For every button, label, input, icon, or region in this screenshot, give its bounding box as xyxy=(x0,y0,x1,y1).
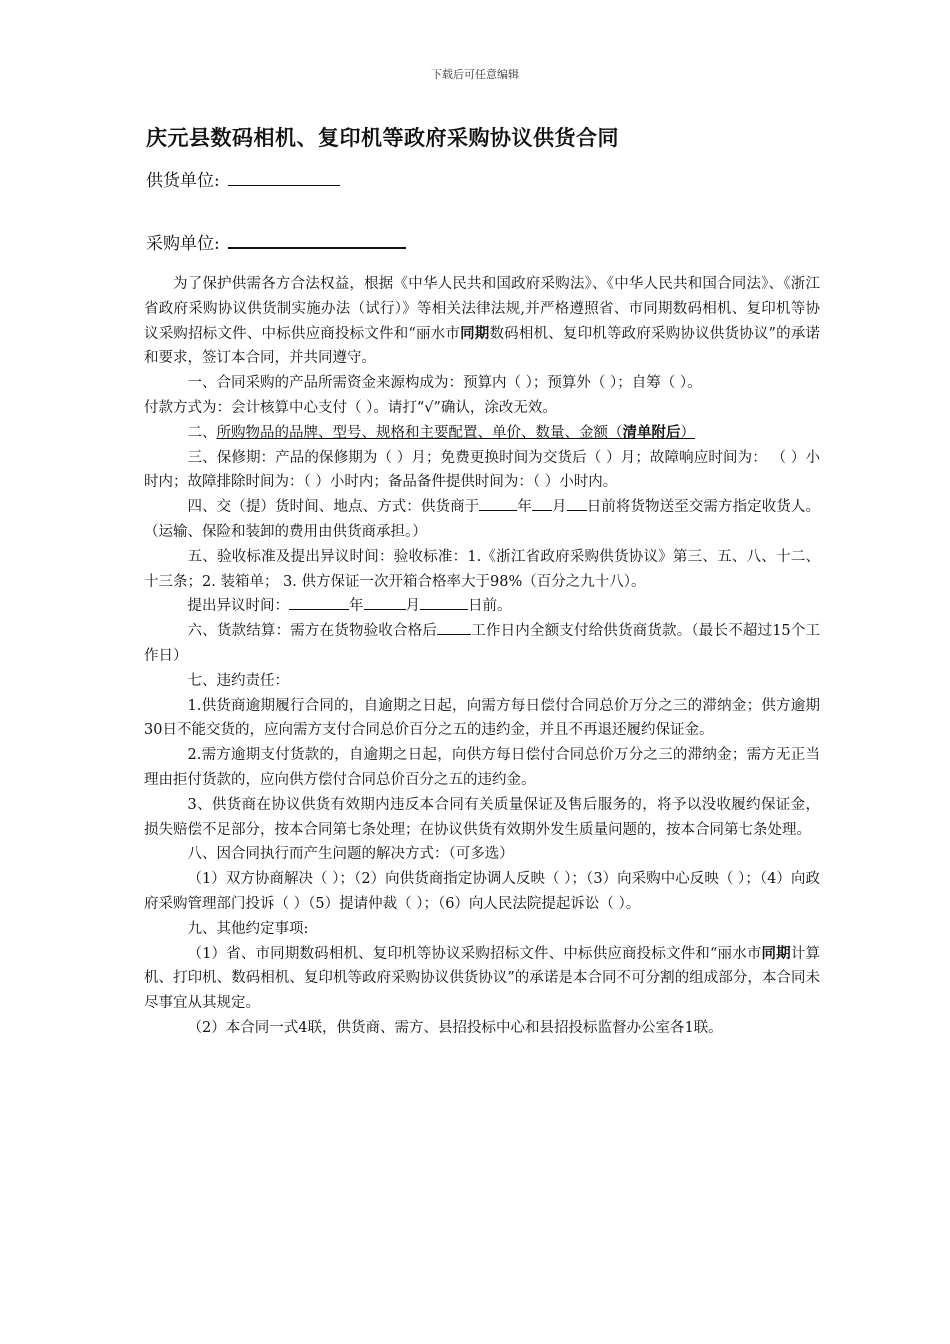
clause-4-a: 四、交（提）货时间、地点、方式：供货商于 xyxy=(187,499,480,516)
clause-2-end: ） xyxy=(680,424,695,441)
intro-text-b: 数码相机、复印机等政府采购协议供货协议”的承诺和要求，签订本合同，并共同遵守。 xyxy=(144,325,821,367)
clause-7-item-2: 2.需方逾期支付货款的，自逾期之日起，向供方每日偿付合同总价万分之三的滞纳金；需方无正当理由拒付货款的，应向供方偿付合同总价百分之五的违约金。 xyxy=(144,747,820,788)
clause-4-month: 月 xyxy=(551,499,567,516)
month-blank xyxy=(532,496,552,511)
supplier-field xyxy=(146,166,340,191)
objection-label: 提出异议时间： xyxy=(187,598,289,615)
clause-2-num: 二、 xyxy=(187,424,217,441)
clause-1: 一、合同采购的产品所需资金来源构成为：预算内（ ）；预算外（ ）；自筹（ ）。 xyxy=(187,375,702,392)
intro-paragraph xyxy=(144,272,820,371)
intro-text-a: 为了保护供需各方合法权益，根据《中华人民共和国政府采购法》、《中华人民共和国合同法》、《浙江省政府采购协议供货制实施办法（试行）》等相关法律法规,并严格遵照省、市同期数码相机、复印机等协议采购招标文件、中标供应商投标文件和“丽水市 xyxy=(144,276,820,342)
clause-9-heading: 九、其他约定事项: xyxy=(187,920,309,937)
contract-body xyxy=(144,272,820,1041)
clause-3: 三、保修期：产品的保修期为（ ）月；免费更换时间为交货后（ ）月；故障响应时间为： （ ）小时内；故障排除时间为：（ ）小时内；备品备件提供时间为：（ ）小时内。 xyxy=(144,449,820,491)
workday-blank xyxy=(437,620,471,635)
objection-day: 日前。 xyxy=(468,598,512,615)
objection-month: 月 xyxy=(405,598,420,615)
clause-4-d: 日前将货物送至交需方指定收货人。（运输、保险和装卸的费用由供货商承担。） xyxy=(144,499,821,540)
clause-9-item-2: （2）本合同一式4联，供货商、需方、县招投标中心和县招投标监督办公室各1联。 xyxy=(187,1019,723,1036)
objection-month-blank xyxy=(364,595,406,610)
year-blank xyxy=(479,496,517,511)
objection-day-blank xyxy=(420,595,468,610)
clause-6 xyxy=(144,619,820,669)
day-blank xyxy=(567,496,587,511)
clause-8-heading: 八、因合同执行而产生问题的解决方式：（可多选） xyxy=(187,846,514,863)
clause-7-item-3: 3、供货商在协议供货有效期内违反本合同有关质量保证及售后服务的，将予以没收履约保证金，损失赔偿不足部分，按本合同第七条处理；在协议供货有效期外发生质量问题的，按本合同第七条处理。 xyxy=(144,796,820,838)
buyer-field xyxy=(146,229,406,254)
clause-4 xyxy=(144,495,820,545)
clause-2-bold: 清单附后 xyxy=(622,423,681,441)
clause-9-item-1-a: （1）省、市同期数码相机、复印机等协议采购招标文件、中标供应商投标文件和“丽水市 xyxy=(187,945,762,962)
clause-5: 五、验收标准及提出异议时间：验收标准：1.《浙江省政府采购供货协议》第三、五、八、十二、十三条；2. 装箱单； 3. 供方保证一次开箱合格率大于98%（百分之九十八）。 xyxy=(144,548,820,590)
buyer-label: 采购单位: xyxy=(146,234,220,254)
contract-title: 庆元县数码相机、复印机等政府采购协议供货合同 xyxy=(146,126,619,150)
intro-bold: 同期 xyxy=(460,324,490,342)
clause-2-underlined xyxy=(217,425,696,441)
clause-9-item-1 xyxy=(144,942,820,1016)
objection-year: 年 xyxy=(349,598,364,615)
clause-9-item-1-bold: 同期 xyxy=(761,944,791,962)
clause-9-item-1-b: 计算机、打印机、数码相机、复印机等政府采购协议供货协议”的承诺是本合同不可分割的组成部分，本合同未尽事宜从其规定。 xyxy=(144,945,821,1012)
clause-7-heading: 七、违约责任： xyxy=(187,672,289,689)
clause-7-item-1: 1.供货商逾期履行合同的，自逾期之日起，向需方每日偿付合同总价万分之三的滞纳金；供方逾期30日不能交货的，应向需方支付合同总价百分之五的违约金，并且不再退还履约保证金。 xyxy=(144,697,820,739)
supplier-blank xyxy=(228,171,340,186)
clause-6-a: 六、货款结算：需方在货物验收合格后 xyxy=(187,623,438,640)
clause-2 xyxy=(144,421,820,446)
clause-8-options: （1）双方协商解决（ ）；（2）向供货商指定协调人反映（ ）；（3）向采购中心反映（ ）；（4）向政府采购管理部门投诉（ ）（5）提请仲裁（ ）；（6）向人民法院提起诉讼（ ）。 xyxy=(144,871,820,912)
clause-2-text: 所购物品的品牌、型号、规格和主要配置、单价、数量、金额（ xyxy=(216,424,623,441)
supplier-label: 供货单位: xyxy=(146,171,220,191)
buyer-blank xyxy=(228,233,406,249)
header-note: 下载后可任意编辑 xyxy=(431,68,519,81)
clause-1-payment: 付款方式为：会计核算中心支付（ ）。请打“√”确认，涂改无效。 xyxy=(144,399,557,416)
clause-6-b: 工作日内全额支付给供货商货款。（最长不超过15个工作日） xyxy=(144,623,821,664)
objection-year-blank xyxy=(289,595,349,610)
clause-4-year: 年 xyxy=(517,499,532,516)
clause-5-objection xyxy=(144,594,820,619)
